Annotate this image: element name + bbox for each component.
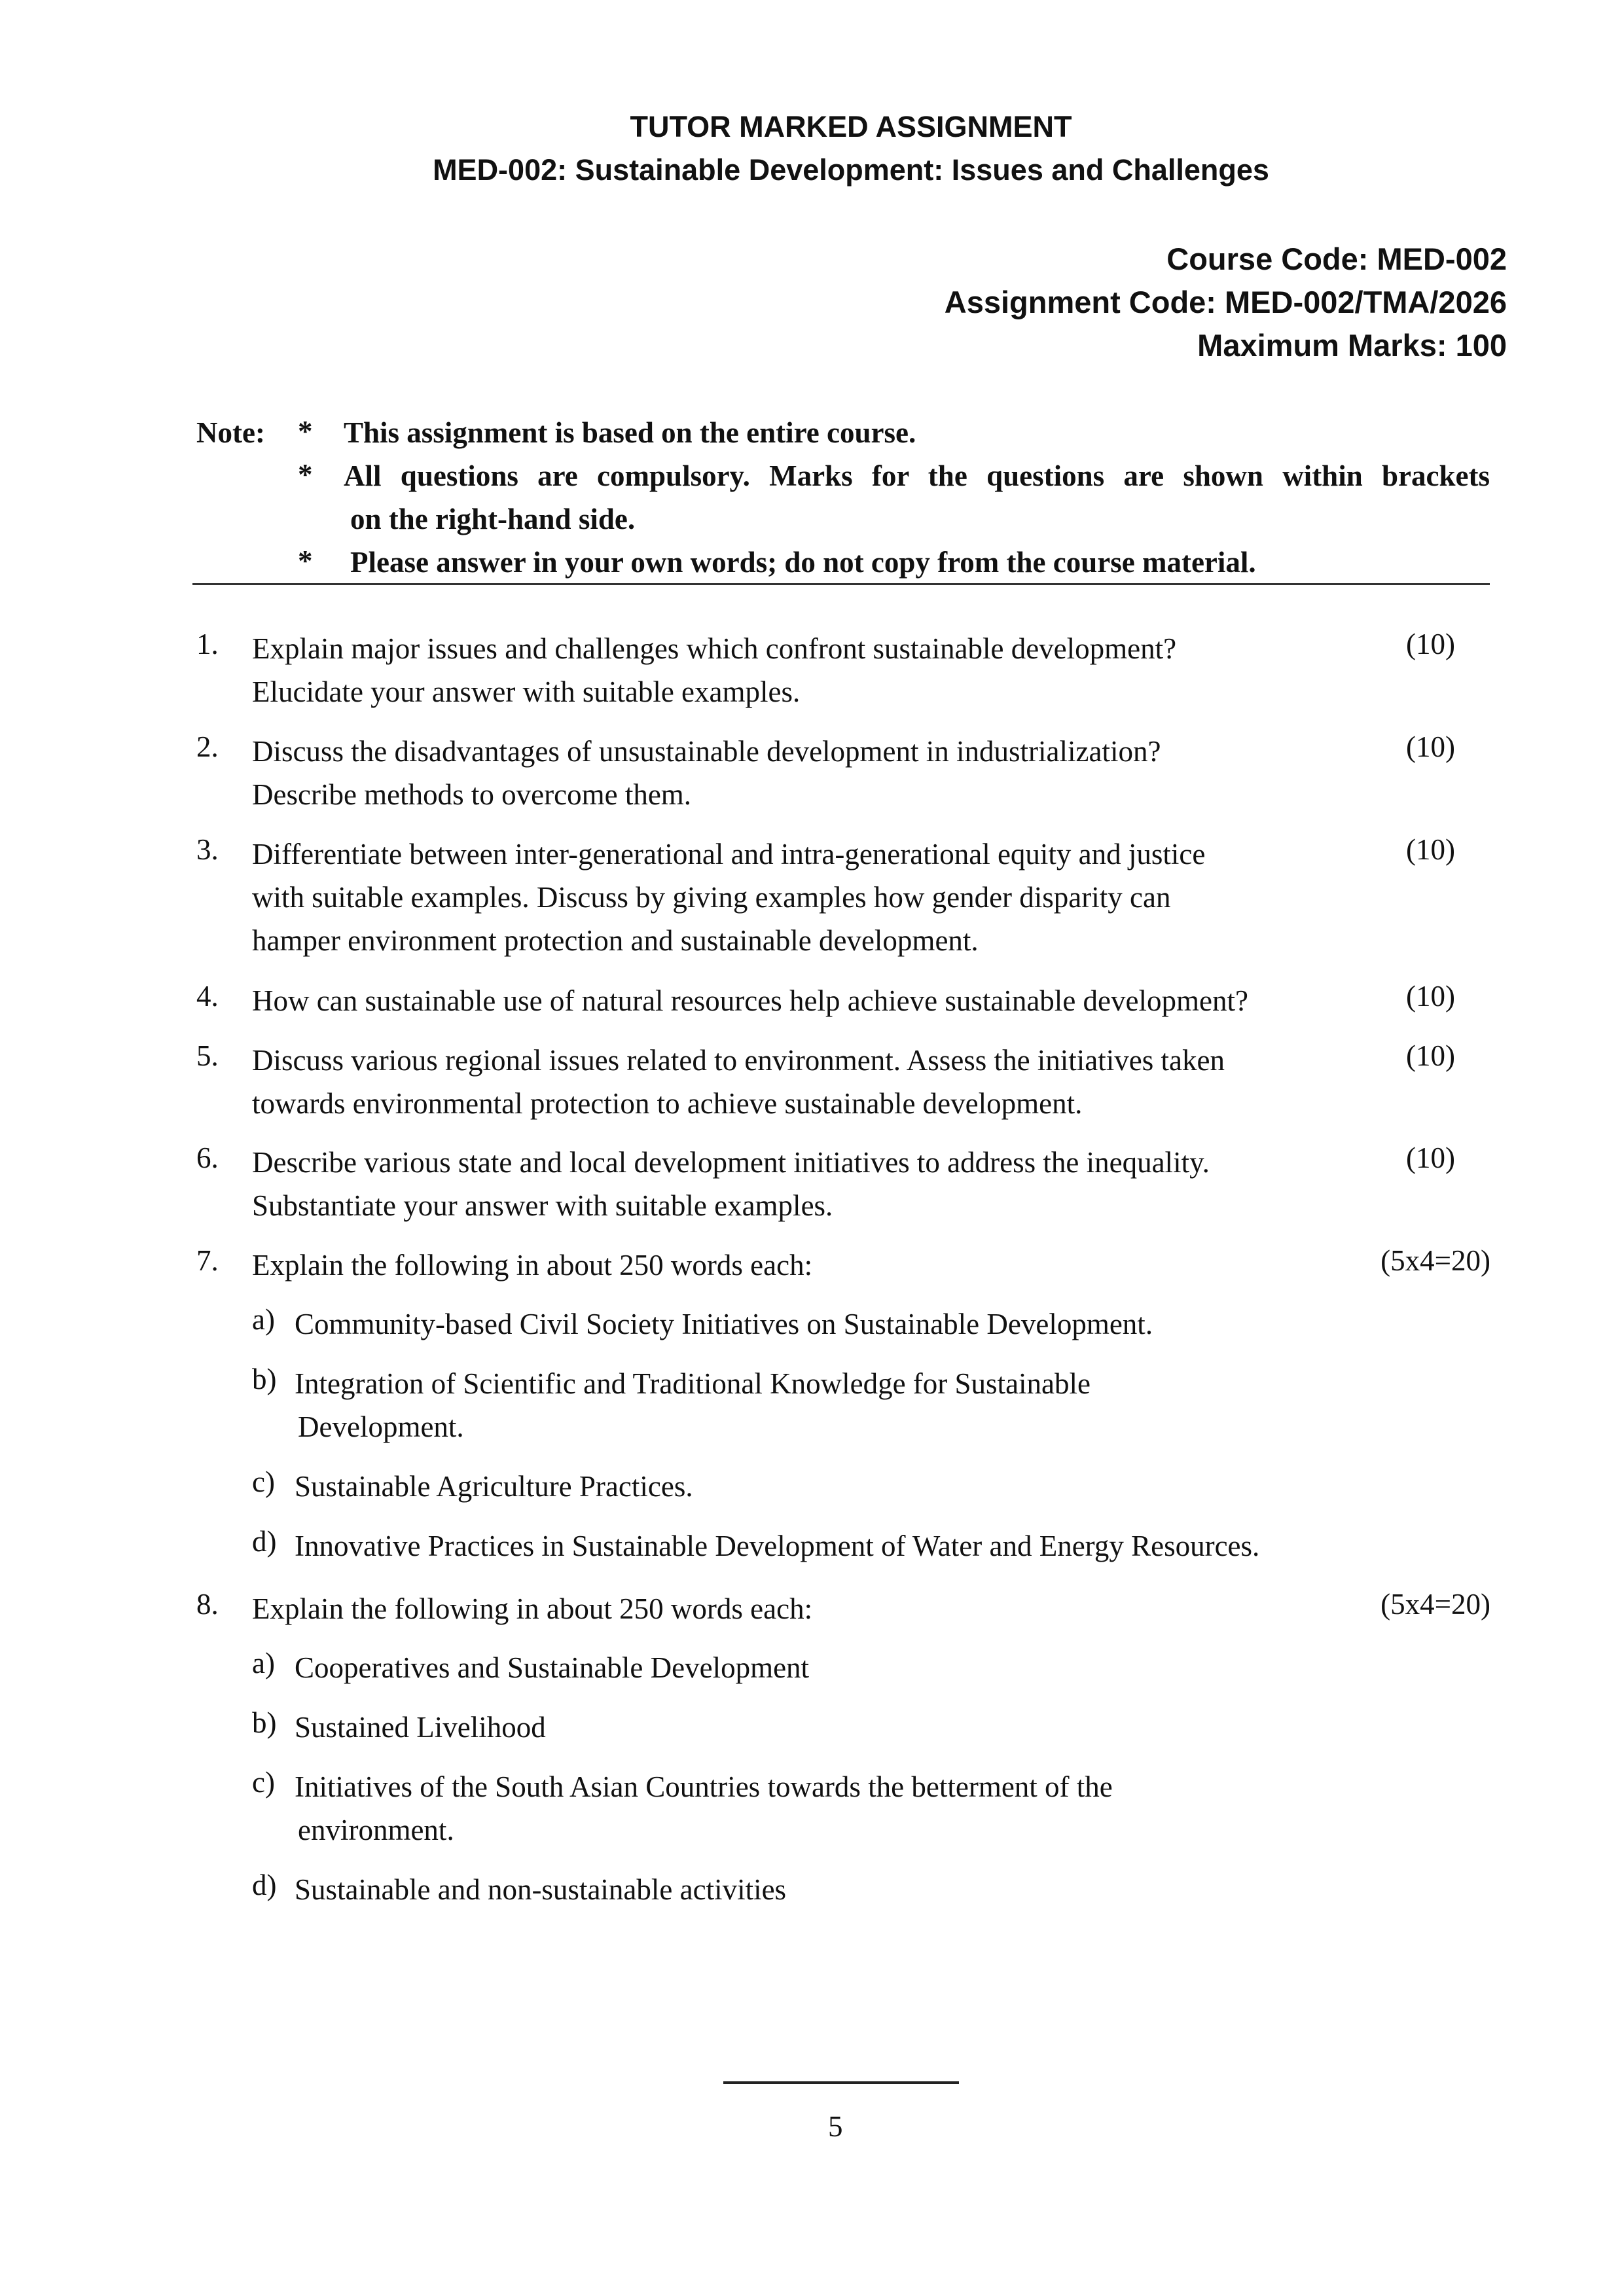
question-marks: (5x4=20) — [1380, 1588, 1490, 1621]
assignment-code: Assignment Code: MED-002/TMA/2026 — [944, 285, 1507, 319]
question-text: with suitable examples. Discuss by giving examples how gender disparity can — [252, 881, 1171, 914]
subpart-text: Sustained Livelihood — [295, 1711, 546, 1744]
subpart-text: Integration of Scientific and Traditional Knowledge for Sustainable — [295, 1367, 1091, 1400]
subpart-letter: b) — [252, 1363, 277, 1395]
note-item: This assignment is based on the entire course. — [344, 416, 916, 449]
subpart-text: Cooperatives and Sustainable Development — [295, 1651, 810, 1684]
question-text: Discuss various regional issues related to environment. Assess the initiatives taken — [252, 1044, 1225, 1077]
question-text: Discuss the disadvantages of unsustainable development in industrialization? — [252, 735, 1161, 768]
end-divider — [723, 2081, 959, 2084]
subpart-letter: c) — [252, 1465, 275, 1498]
question-marks: (10) — [1406, 1039, 1455, 1072]
subpart-letter: c) — [252, 1766, 275, 1799]
subpart-text: Sustainable and non-sustainable activities — [295, 1873, 787, 1906]
note-item-continued: on the right-hand side. — [350, 503, 636, 535]
document-subtitle: MED-002: Sustainable Development: Issues and Challenges — [433, 153, 1269, 187]
subpart-text: Development. — [298, 1410, 464, 1443]
question-text: Substantiate your answer with suitable examples. — [252, 1189, 833, 1222]
question-number: 4. — [196, 980, 219, 1013]
subpart-letter: d) — [252, 1869, 277, 1901]
note-item: All questions are compulsory. Marks for the questions are shown within brackets — [344, 459, 1490, 492]
subpart-text: Initiatives of the South Asian Countries towards the betterment of the — [295, 1770, 1113, 1803]
question-text: hamper environment protection and sustainable development. — [252, 924, 979, 957]
question-marks: (10) — [1406, 980, 1455, 1013]
question-marks: (10) — [1406, 628, 1455, 660]
subpart-text: Sustainable Agriculture Practices. — [295, 1470, 693, 1503]
question-text: Explain major issues and challenges which confront sustainable development? — [252, 632, 1177, 665]
subpart-text: Community-based Civil Society Initiatives on Sustainable Development. — [295, 1308, 1153, 1340]
question-marks: (5x4=20) — [1380, 1244, 1490, 1277]
question-text: How can sustainable use of natural resources help achieve sustainable development? — [252, 984, 1248, 1017]
note-bullet: * — [298, 415, 313, 448]
question-number: 7. — [196, 1244, 219, 1277]
subpart-letter: d) — [252, 1525, 277, 1558]
question-number: 5. — [196, 1039, 219, 1072]
maximum-marks: Maximum Marks: 100 — [1197, 328, 1507, 363]
note-bullet: * — [298, 458, 313, 491]
document-title: TUTOR MARKED ASSIGNMENT — [630, 110, 1072, 143]
question-text: towards environmental protection to achieve sustainable development. — [252, 1087, 1083, 1120]
question-text: Describe various state and local development initiatives to address the inequality. — [252, 1146, 1210, 1179]
question-text: Elucidate your answer with suitable examples. — [252, 675, 801, 708]
question-number: 8. — [196, 1588, 219, 1621]
course-code: Course Code: MED-002 — [1166, 242, 1507, 276]
question-number: 6. — [196, 1141, 219, 1174]
question-number: 3. — [196, 833, 219, 866]
note-bullet: * — [298, 545, 313, 577]
page-number: 5 — [828, 2110, 843, 2143]
subpart-letter: a) — [252, 1647, 275, 1679]
question-marks: (10) — [1406, 730, 1455, 763]
question-text: Explain the following in about 250 words each: — [252, 1592, 813, 1625]
question-text: Describe methods to overcome them. — [252, 778, 692, 811]
subpart-letter: a) — [252, 1303, 275, 1336]
question-number: 1. — [196, 628, 219, 660]
subpart-letter: b) — [252, 1706, 277, 1739]
note-label: Note: — [196, 416, 265, 449]
question-text: Differentiate between inter-generational and intra-generational equity and justice — [252, 838, 1206, 870]
question-marks: (10) — [1406, 833, 1455, 866]
question-text: Explain the following in about 250 words each: — [252, 1249, 813, 1282]
divider — [192, 583, 1490, 585]
subpart-text: Innovative Practices in Sustainable Development of Water and Energy Resources. — [295, 1530, 1260, 1562]
subpart-text: environment. — [298, 1814, 454, 1846]
note-item: Please answer in your own words; do not copy from the course material. — [350, 546, 1256, 579]
question-marks: (10) — [1406, 1141, 1455, 1174]
question-number: 2. — [196, 730, 219, 763]
